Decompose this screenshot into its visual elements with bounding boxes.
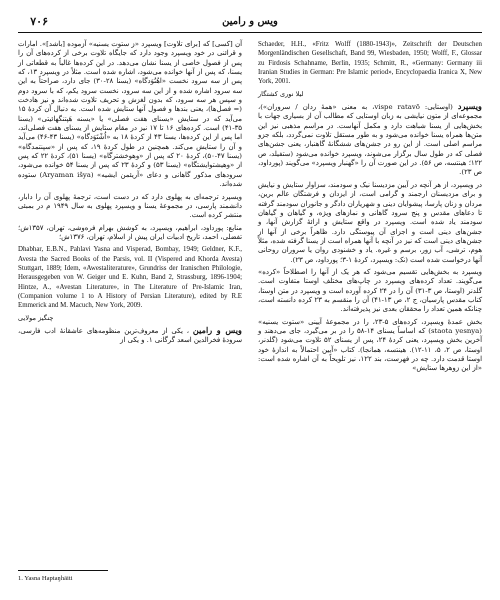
entry-vis-o-ramin: ویس و رامین ، یکی از معروف‌ترین منظومه‌های عاشقانهٔ ادب فارسی، سرودهٔ فخرالدین اسعد گرگانی ۱. و یکی از	[18, 324, 242, 345]
right-signature: لیلا نوری کشتگار	[258, 89, 304, 98]
entry-visperad-paragraph: ویسپرد به بخش‌هایی تقسیم می‌شود که هر یک از آنها را اصطلاحاً «کرده» می‌گویند. تعداد کرده‌های ویسپرد در چاپ‌های مختلف اوستا متفاوت است. گلدنر (اوستا، ص ۳-۳۱) آن را در ۲۴ کرده آورده است و ویسپرد در متن اوستا، کتاب مقدس پارسیان، ج ۲، ص ۱۳-۴۱) آن را منقسم به ۲۳ کرده دانسته است، چنانکه همین تعداد را محققان بعدی نیز پذیرفته‌اند.	[258, 267, 482, 314]
entry-heading-visperad: ویسپرد	[457, 101, 482, 112]
right-column	[258, 40, 482, 377]
sources-persian: منابع: پورداود، ابراهیم، ویسپرد، به کوشش بهرام فره‌وشی، تهران، ۱۳۵۷ش؛ تفضلی، احمد، تاریخ ادبیات ایران پیش از اسلام، تهران، ۱۳۷۶ش؛	[18, 223, 242, 241]
right-bibliography: Schaeder, H.H., «Fritz Wolff (1880-1943)», Zeitschrift der Deutschen Morgenländischen Gesellschaft, Band 99, Wiesbaden, 1950; Wolff, F., Glossar zu Firdosis Schahname, Berlin, 1935; Schmitt, R., «Germany: Germany iii Iranian Studies in German: Pre Islamic period», Encyclopaedia Iranica X, New York, 2001.	[258, 41, 482, 86]
footnote: 1. Yasna Haptaŋhāiti	[18, 575, 73, 582]
entry-visperad-paragraph: ویسپرد ترجمه‌ای به پهلوی دارد که در دست است، ترجمهٔ پهلوی آن را دابار، دانشمند پارسی، در مجموعهٔ یسنا و ویسپرد پهلوی به سال ۱۹۴۹ م در بمبئی منتشر کرده است.	[18, 192, 242, 220]
entry-heading-vis-o-ramin: ویس و رامین	[192, 324, 242, 335]
running-title: ویس و رامین	[222, 15, 278, 27]
page-header	[18, 10, 482, 33]
footnote-rule	[18, 570, 108, 571]
entry-visperad-paragraph: در ویسپرد، از هر آنچه در آیین مزدیسنا نیک و سودمند، سزاوار ستایش و نیایش و برای مزدیسنان ارجمند و گرامی است، از ایزدان و فرشتگان عالم برین، مردان و زنان پارسا، پیشوایان دینی و شهریاران دادگر و جانوران سودمند گرفته تا دعاهای مقدس و پنج سرود گاهانی و نمازهای ویژه، و گیاهان و گیاهان سودمند یاد شده است. ویسپرد در واقع ستایش و ارائهٔ گزارش آنها، و جشن‌های دینی است و اجزای آن پیوستگی دارد. ظاهراً برخی از آنها از جشن‌های دینی است که نیز در آنچه با آنها همراه است از یسنا گرفته شده، مثلاً هوم، ترشی، آب زور، برسم و غیره. یاد و خشنودی روان یا سروران روحانی آنها درخواست شده است (نک: ویسپرد، کردهٔ ۱-۳؛ پورداود، ص ۲۳).	[258, 180, 482, 264]
left-column	[18, 40, 242, 349]
left-bibliography: Dhabhar, E.B.N., Pahlavi Yasna and Visperad, Bombay, 1949; Geldner, K.F., Avesta the Sacred Books of the Parsis, vol. II (Vispered and Khorda Avesta) Stuttgart, 1889; Idem, «Awestaliterature», Grundriss der Iranischen Philologie, Herausgegeben von W. Geiger und E. Kuhn, Band 2, Strassburg, 1896-1904; Hintze, A., «Avestan Literature», in The Literature of Pre-Islamic Iran, (Companion volume 1 to A History of Persian Literature), edited by R.E Emmerick and M. Macuch, New York, 2009.	[18, 246, 242, 310]
entry-visperad-paragraph: آن [کسی] که [برای تلاوت] ویسپرد «ز ستوت یسنیه» آزموده [باشد]». امارات و قرائنی در خود ویسپرد وجود دارد که جایگاه تلاوت برخی از کرده‌های آن را پس از فصول خاصی از یسنا نشان می‌دهد. در این کرده‌ها غالباً به قطعاتی از یسنا، که پس از آنها خوانده می‌شود، اشاره شده است. مثلاً در ویسپرد ۱۳، که پس از سه سرود نخست «اهُنُوَدگاه» (یسنا ۲۸-۳۰) جای دارد، صراحتاً به این سه سرود اشاره شده و از این سه سرود، نخست سرود یکم، که با سرود دوم و سپس هر سه سرود، که بدون لغزش و تحریف تلاوت شده‌اند و نیز هادخت (= فصل‌ها)، یعنی بندها و فصول آنها ستایش شده است. به دنبال آن کردهٔ ۱۵ می‌آید که در ستایش «یسنای هفت فصلی» یا «یسنه هَپتنگهائیتی» (یسنا ۳۵-۴۱) است. کرده‌های ۱۶ تا ۱۷ نیز در مقام ستایش از یسنای هفت فصلی‌اند، اما پس از این کرده‌ها، یسنا ۴۳ از کردهٔ ۱۸ به «اُشْتَوَدگاه» (یسنا ۴۳-۴۶) می‌آید و آن را ستایش می‌کند. همچنین در طول کردهٔ ۱۹، که پس از «سپنتمدگاه» (یسنا ۴۷-۵۰)، کردهٔ ۲۰ که پس از «وهوخشترگاه» (یسنا ۵۱)، کردهٔ ۲۲ که پس از «وهیشتوایشتگاه» (یسنا ۵۳) و کردهٔ ۲۳ که پس از یسنا ۵۴ خوانده می‌شود، سرودهای مذکور گاهانی و دعای «آریئمن ایشیه» (Aryaman išya) ستوده شده‌اند.	[18, 40, 243, 189]
entry-visperad-paragraph: بخش عمدهٔ ویسپرد، کرده‌های ۵-۲۳، را در مجموعهٔ آیینی «ستوت یسنیه» (staota yesnya) که اساساً یسنای ۱۴-۵۸ را در بر می‌گیرد، جای می‌دهند و آخرین بخش ویسپرد، یعنی کردهٔ ۲۴، پس از یسنای ۵۲ تلاوت می‌شود (گلدنر، اوستا، ص ۲، ۵، ۱۱-۱۲). هینتسه، همانجا). کتاب «آیین احتمالاً به اندازهٔ خود اوستا قدمت دارد. چه در فهرست، بند ۱۲۲، نیز تلویحاً به آن اشاره شده است: «از این زوهرها ستایش»	[258, 317, 483, 373]
page-number: ۷۰۶	[30, 14, 48, 28]
entry-visperad-intro: ویسپرد (اوستایی: vispe ratavō، به معنی «همهٔ ردان / سروران»)، مجموعه‌ای از متون نیایشی به زبان اوستایی که مطالب آن از بسیاری جهات با بخش‌هایی از یسنا شباهت دارد و مکمل آنهاست. در مراسم مذهبی نیز این متن‌ها همراه یسنا خوانده می‌شود و به طور مستقل تلاوت نمی‌گردد، بلکه جزو مراسم اصلی است. از این رو در جشن‌های ششگانهٔ گاهنبار، یعنی جشن‌های فصلی که در طول سال برگزار می‌شوند، ویسپرد خوانده می‌شود (ستفیلد، ص ۱۲۲؛ هینتسه، ص ۵۶). در این صورت آن را «گهنبار ویسپرد» می‌گویند (پورداود، ص ۲۳).	[258, 101, 483, 177]
page	[18, 10, 482, 590]
left-signature: چنگیز مولایی	[18, 313, 54, 322]
